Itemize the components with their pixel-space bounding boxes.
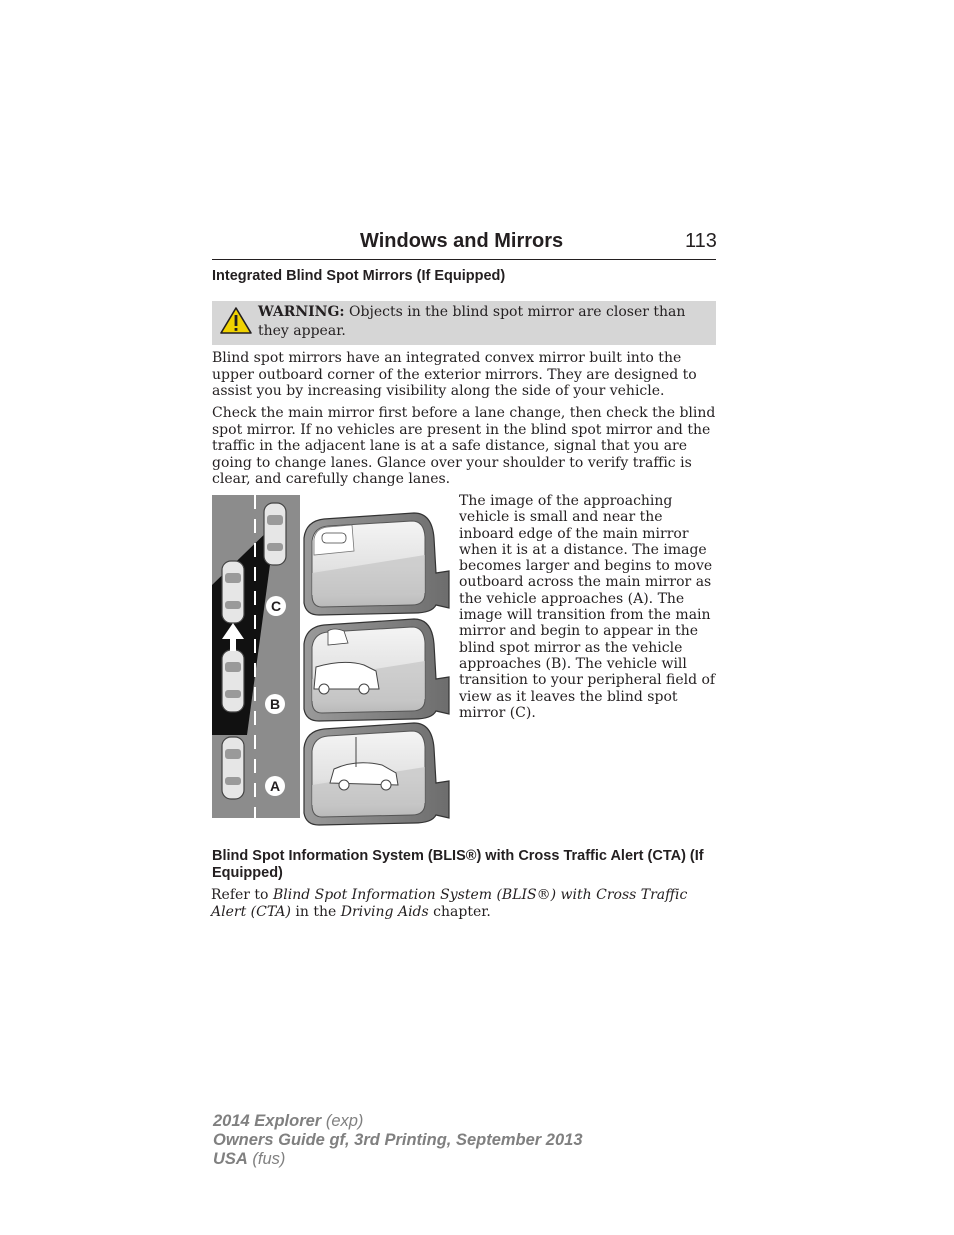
- label-a-marker: [265, 776, 285, 796]
- ref-middle: in the: [290, 903, 341, 920]
- warning-triangle-icon: [219, 306, 253, 336]
- label-b-marker: [265, 694, 285, 714]
- figure-description: The image of the approaching vehicle is small and near the inboard edge of the main mirror when it is at a distance. The image becomes larger and begins to move outboard across the main mirror as the vehicle approaches (A). The image will transition from the main mirror and begin to appear in the blind spot mirror as the vehicle approaches (B). The vehicle will transition to your peripheral field of view as it leaves the blind spot mirror (C).: [459, 493, 716, 721]
- mirror-view-a: [304, 723, 449, 825]
- paragraph-2: [212, 405, 716, 488]
- section-heading-blind-spot-mirrors: Integrated Blind Spot Mirrors (If Equipped): [212, 268, 506, 284]
- blis-reference-paragraph: [211, 887, 716, 920]
- mirror-view-c: [304, 513, 449, 615]
- page-number: 113: [685, 230, 717, 252]
- footer-guide-info: Owners Guide gf, 3rd Printing, September 2013: [213, 1131, 583, 1149]
- ref-suffix: chapter.: [428, 903, 491, 920]
- chapter-title: Windows and Mirrors: [360, 230, 564, 252]
- ref-title: Blind Spot Information System (BLIS®) with Cross Traffic Alert (CTA): [211, 887, 688, 920]
- warning-label: WARNING:: [258, 304, 345, 320]
- section-heading-blis: Blind Spot Information System (BLIS®) with Cross Traffic Alert (CTA) (If Equipped): [212, 848, 704, 881]
- car-position-c: [222, 561, 244, 623]
- label-b: B: [269, 696, 281, 712]
- paragraph-1-text: Blind spot mirrors have an integrated convex mirror built into the upper outboard corner of the exterior mirrors. They are designed to assist you by increasing visibility along the side of your vehicle.: [212, 350, 697, 399]
- car-position-b: [222, 650, 244, 712]
- footer-market: USA: [213, 1150, 248, 1168]
- footer-model: 2014 Explorer: [213, 1112, 322, 1130]
- label-c-marker: [266, 596, 286, 616]
- footer-line-1: [213, 1112, 583, 1131]
- car-position-a: [222, 737, 244, 799]
- warning-text: [258, 303, 710, 341]
- footer-model-code: (exp): [321, 1112, 364, 1130]
- paragraph-1: [212, 350, 716, 400]
- warning-box: [212, 301, 716, 345]
- approaching-car-far: [264, 503, 286, 565]
- footer-line-3: [213, 1150, 583, 1169]
- mirror-view-b: [304, 619, 449, 721]
- ref-chapter: Driving Aids: [340, 903, 429, 920]
- ref-prefix: Refer to: [211, 887, 273, 903]
- label-c: C: [270, 598, 282, 614]
- footer-line-2: [213, 1131, 583, 1150]
- warning-message: Objects in the blind spot mirror are closer than they appear.: [258, 304, 686, 339]
- footer-market-code: (fus): [247, 1150, 286, 1168]
- paragraph-2-text: Check the main mirror first before a lane change, then check the blind spot mirror. If no vehicles are present in the blind spot mirror and the traffic in the adjacent lane is at a safe distance, signal that you are going to change lanes. Glance over your shoulder to verify traffic is clear, and carefully change lanes.: [212, 405, 716, 487]
- label-a: A: [269, 778, 281, 794]
- footer: [213, 1112, 583, 1169]
- header-rule: [212, 259, 716, 260]
- blind-spot-mirror-illustration: [212, 495, 452, 827]
